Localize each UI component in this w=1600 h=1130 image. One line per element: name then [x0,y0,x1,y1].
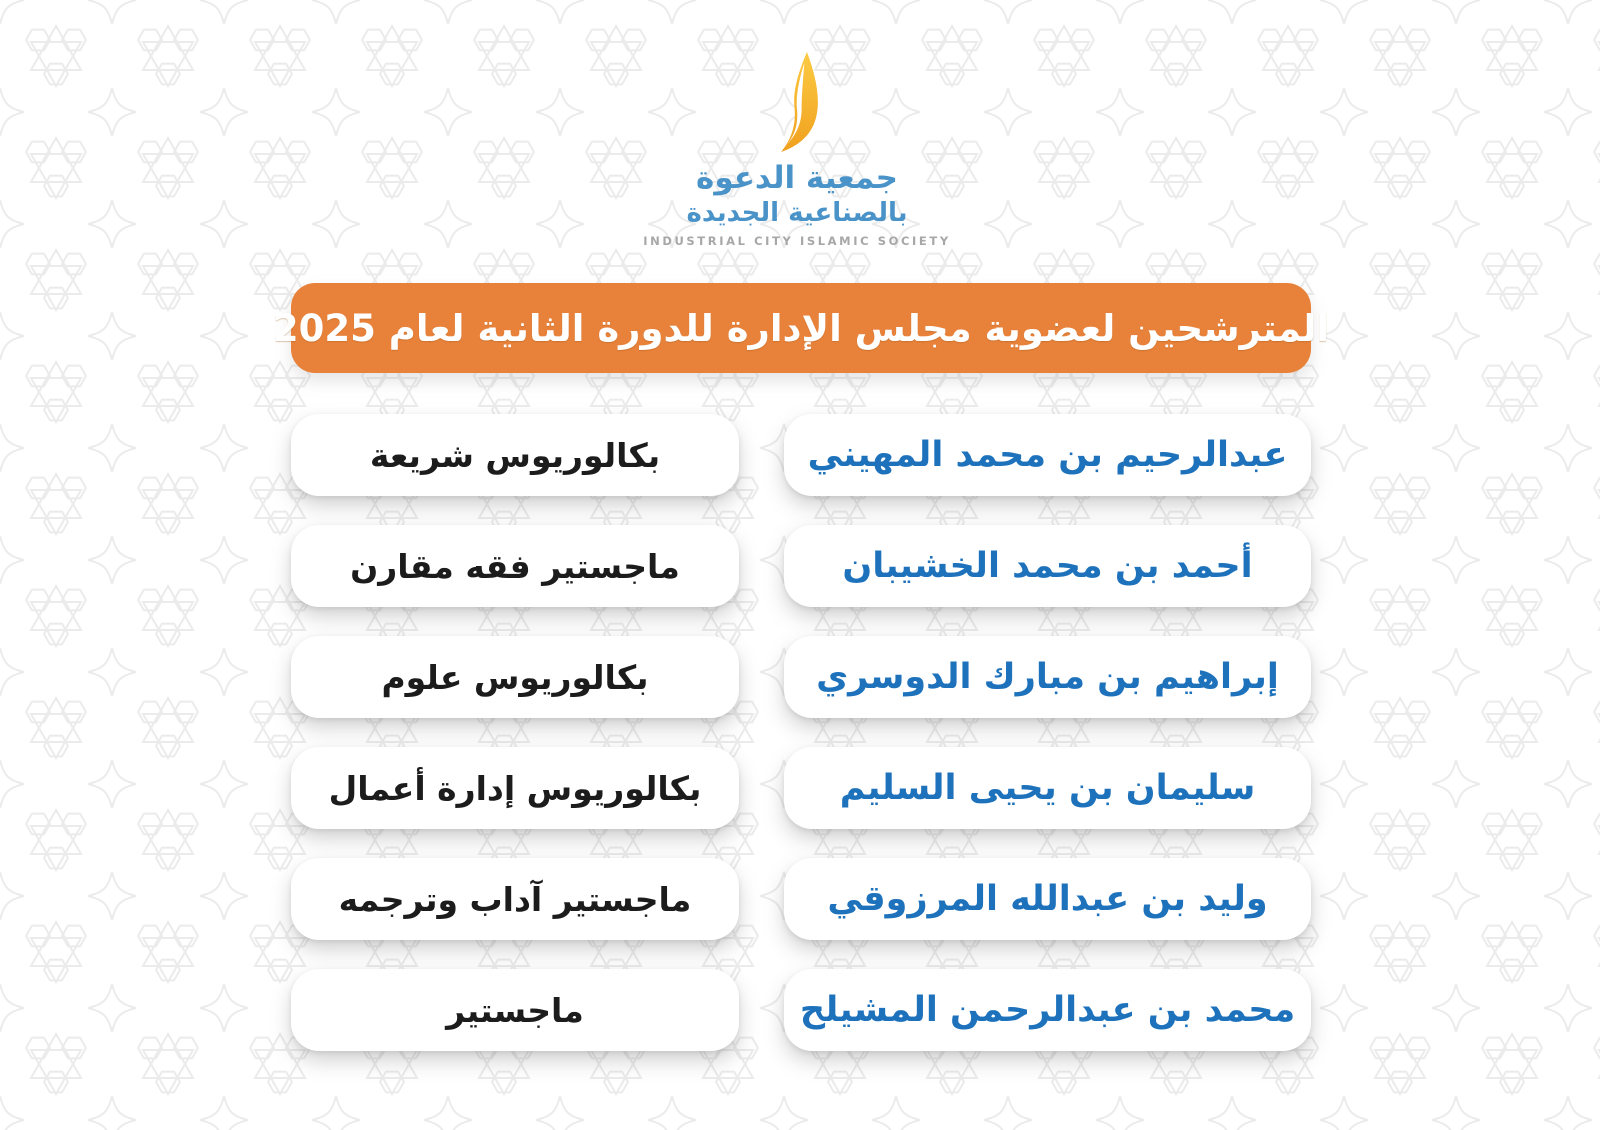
candidate-name-card [784,969,1311,1051]
qualification-card [291,525,739,607]
org-name-english: INDUSTRIAL CITY ISLAMIC SOCIETY [643,234,951,248]
candidate-name-card [784,414,1311,496]
candidate-name-card [784,858,1311,940]
qualification-card [291,747,739,829]
candidate-name: محمد بن عبدالرحمن المشيلح [799,990,1296,1030]
candidate-qualification: ماجستير آداب وترجمه [338,879,692,919]
candidate-qualification: ماجستير فقه مقارن [350,546,680,586]
org-name-arabic-line2: بالصناعية الجديدة [686,198,908,228]
candidate-name: أحمد بن محمد الخشيبان [842,546,1253,586]
candidate-qualification: بكالوريوس علوم [381,657,649,697]
candidate-name: إبراهيم بن مبارك الدوسري [816,657,1279,697]
qualification-card [291,414,739,496]
qualification-card [291,969,739,1051]
candidate-name: عبدالرحيم بن محمد المهيني [807,435,1288,475]
candidate-qualification: بكالوريوس شريعة [369,435,661,475]
candidate-name-card [784,747,1311,829]
page-title: المترشحين لعضوية مجلس الإدارة للدورة الثانية لعام 2025 [272,306,1330,350]
candidate-qualification: ماجستير [446,990,584,1030]
logo [0,52,1594,248]
title-banner [272,283,1330,373]
qualification-card [291,858,739,940]
candidates-list [291,414,1311,1051]
candidate-qualification: بكالوريوس إدارة أعمال [328,768,702,808]
candidate-name: سليمان بن يحيى السليم [839,768,1256,808]
qualification-card [291,636,739,718]
candidate-name: وليد بن عبدالله المرزوقي [827,879,1268,919]
candidate-name-card [784,636,1311,718]
candidate-name-card [784,525,1311,607]
org-name-arabic-line1: جمعية الدعوة [696,160,898,196]
flame-icon [765,52,829,152]
